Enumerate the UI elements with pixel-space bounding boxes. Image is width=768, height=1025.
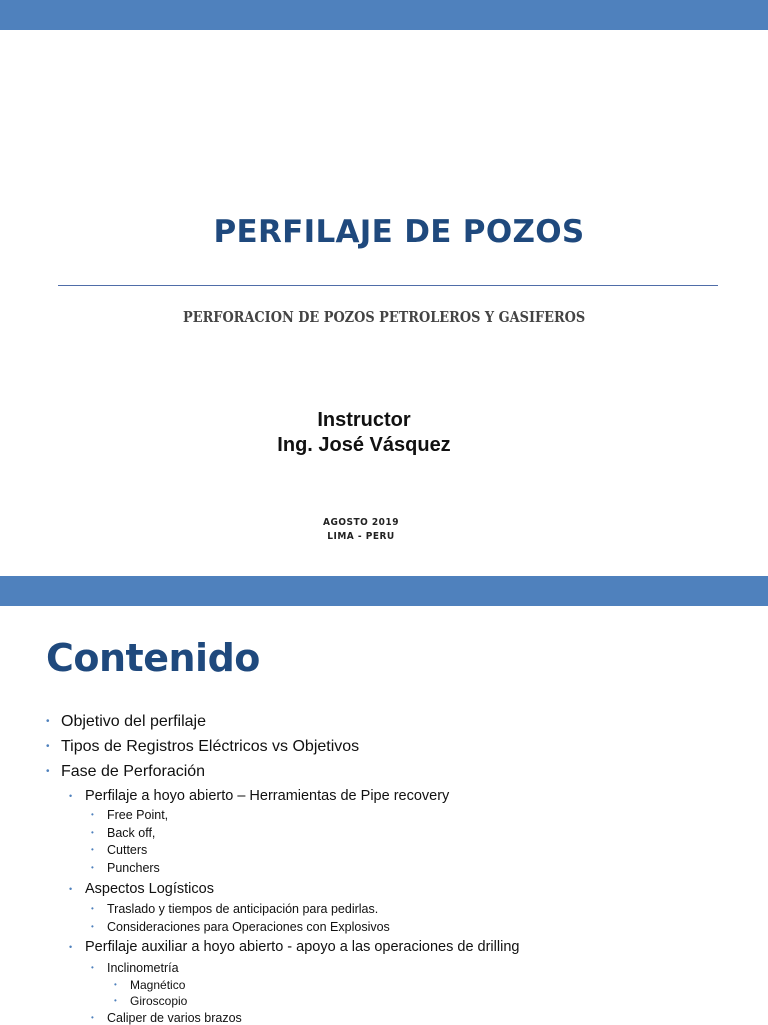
list-item: • Perfilaje auxiliar a hoyo abierto - apoyo a las operaciones de drilling — [69, 939, 520, 955]
bullet-icon: • — [91, 922, 94, 931]
bullet-icon: • — [91, 963, 94, 972]
list-item: • Cutters — [91, 843, 148, 857]
bullet-icon: • — [69, 791, 73, 801]
bullet-icon: • — [91, 828, 94, 837]
bullet-icon: • — [91, 863, 94, 872]
list-item: • Giroscopio — [114, 994, 188, 1008]
list-item: • Consideraciones para Operaciones con Explosivos — [91, 920, 390, 934]
list-item: • Tipos de Registros Eléctricos vs Objetivos — [46, 738, 360, 755]
list-item: • Perfilaje a hoyo abierto – Herramientas de Pipe recovery — [69, 788, 450, 804]
slide-subtitle: PERFORACION DE POZOS PETROLEROS Y GASIFEROS — [183, 308, 586, 326]
bullet-icon: • — [46, 766, 50, 777]
presentation-location: LIMA - PERU — [327, 531, 395, 542]
top-accent-band — [0, 0, 768, 30]
bullet-icon: • — [114, 980, 117, 989]
bullet-icon: • — [114, 996, 117, 1005]
bullet-icon: • — [69, 942, 73, 952]
bullet-icon: • — [91, 810, 94, 819]
bullet-icon: • — [46, 741, 50, 752]
list-item: • Magnético — [114, 978, 186, 992]
list-item: • Back off, — [91, 826, 156, 840]
list-item: • Traslado y tiempos de anticipación para pedirlas. — [91, 902, 379, 916]
list-item: • Free Point, — [91, 808, 169, 822]
bullet-icon: • — [46, 716, 50, 727]
instructor-name: Ing. José Vásquez — [277, 434, 451, 456]
list-item: • Fase de Perforación — [46, 763, 206, 780]
list-item: • Aspectos Logísticos — [69, 881, 214, 897]
bullet-icon: • — [91, 1013, 94, 1022]
slide-separator-band — [0, 576, 768, 606]
bullet-icon: • — [69, 884, 73, 894]
slide-title: PERFILAJE DE POZOS — [213, 214, 585, 250]
list-item: • Caliper de varios brazos — [91, 1011, 242, 1025]
instructor-label: Instructor — [317, 409, 411, 431]
bullet-icon: • — [91, 904, 94, 913]
title-divider — [58, 285, 718, 286]
list-item: • Punchers — [91, 861, 160, 875]
instructor-block — [0, 408, 728, 458]
list-item: • Objetivo del perfilaje — [46, 713, 206, 730]
presentation-date: AGOSTO 2019 — [323, 517, 399, 528]
list-item: • Inclinometría — [91, 961, 179, 975]
bullet-icon: • — [91, 845, 94, 854]
contents-heading: Contenido — [46, 636, 260, 680]
date-block — [0, 516, 722, 544]
